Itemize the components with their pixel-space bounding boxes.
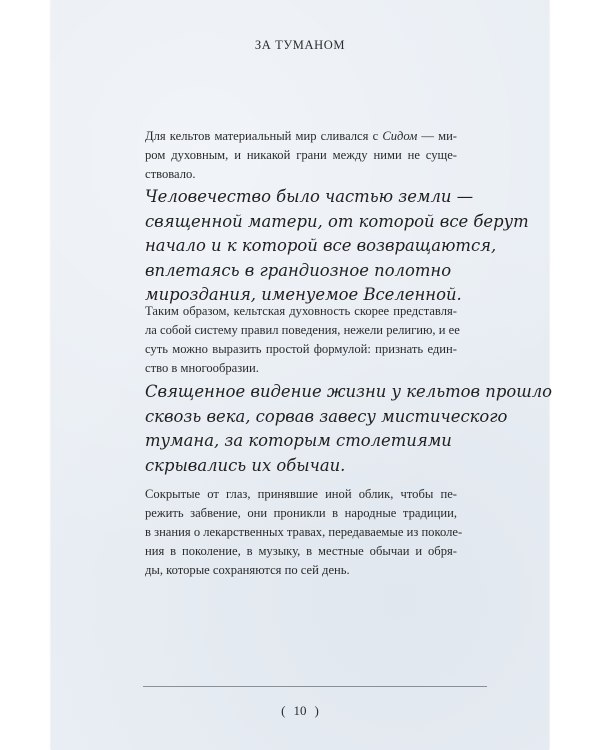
paragraph-line: ды, которые сохраняются по сей день. [145, 563, 350, 577]
quote-line: Человечество было частью земли — [145, 187, 474, 206]
paragraph-3 [145, 485, 463, 580]
paragraph-line: ла собой систему правил поведения, нежели религию, и ее [145, 323, 460, 337]
page-number-value: 10 [293, 703, 307, 718]
paragraph-line: ния в поколение, в музыку, в местные обычаи и обря- [145, 544, 457, 558]
paragraph-line: ром духовным, и никакой грани между ними не суще- [145, 148, 457, 162]
quote-line: Священное видение жизни у кельтов прошло [145, 382, 553, 401]
paragraph-line: Для кельтов материальный мир сливался с Сидом — ми- [145, 129, 458, 143]
footer-divider [143, 686, 487, 687]
sid-term: Сидом [382, 129, 418, 143]
right-bracket: ) [314, 703, 319, 718]
quote-line: мироздания, именуемое Вселенной. [145, 285, 462, 305]
quote-line: священной матери, от которой все берут [145, 211, 529, 231]
quote-line: скрывались их обычаи. [145, 455, 346, 475]
paragraph-2 [145, 302, 460, 378]
page-number [51, 703, 549, 719]
paragraph-line: режить забвение, они проникли в народные традиции, [145, 506, 457, 520]
paragraph-line: суть можно выразить простой формулой: признать един- [145, 342, 457, 356]
paragraph-line: ство в многообразии. [145, 361, 259, 375]
quote-line: тумана, за которым столетиями [145, 431, 452, 451]
paragraph-line: в знания о лекарственных травах, передаваемые из поколе- [145, 525, 463, 539]
pull-quote-1 [145, 185, 529, 308]
paragraph-line: Таким образом, кельтская духовность скорее представля- [145, 304, 457, 318]
quote-line: сквозь века, сорвав завесу мистического [145, 406, 508, 426]
book-page [51, 0, 553, 750]
paragraph-line: ствовало. [145, 167, 196, 181]
quote-line: вплетаясь в грандиозное полотно [145, 260, 452, 280]
pull-quote-2 [145, 380, 553, 478]
paragraph-line: Сокрытые от глаз, принявшие иной облик, чтобы пе- [145, 487, 457, 501]
quote-line: начало и к которой все возвращаются, [145, 236, 497, 256]
paragraph-1 [145, 127, 457, 184]
running-head: ЗА ТУМАНОМ [254, 38, 346, 52]
left-bracket: ( [281, 703, 286, 718]
